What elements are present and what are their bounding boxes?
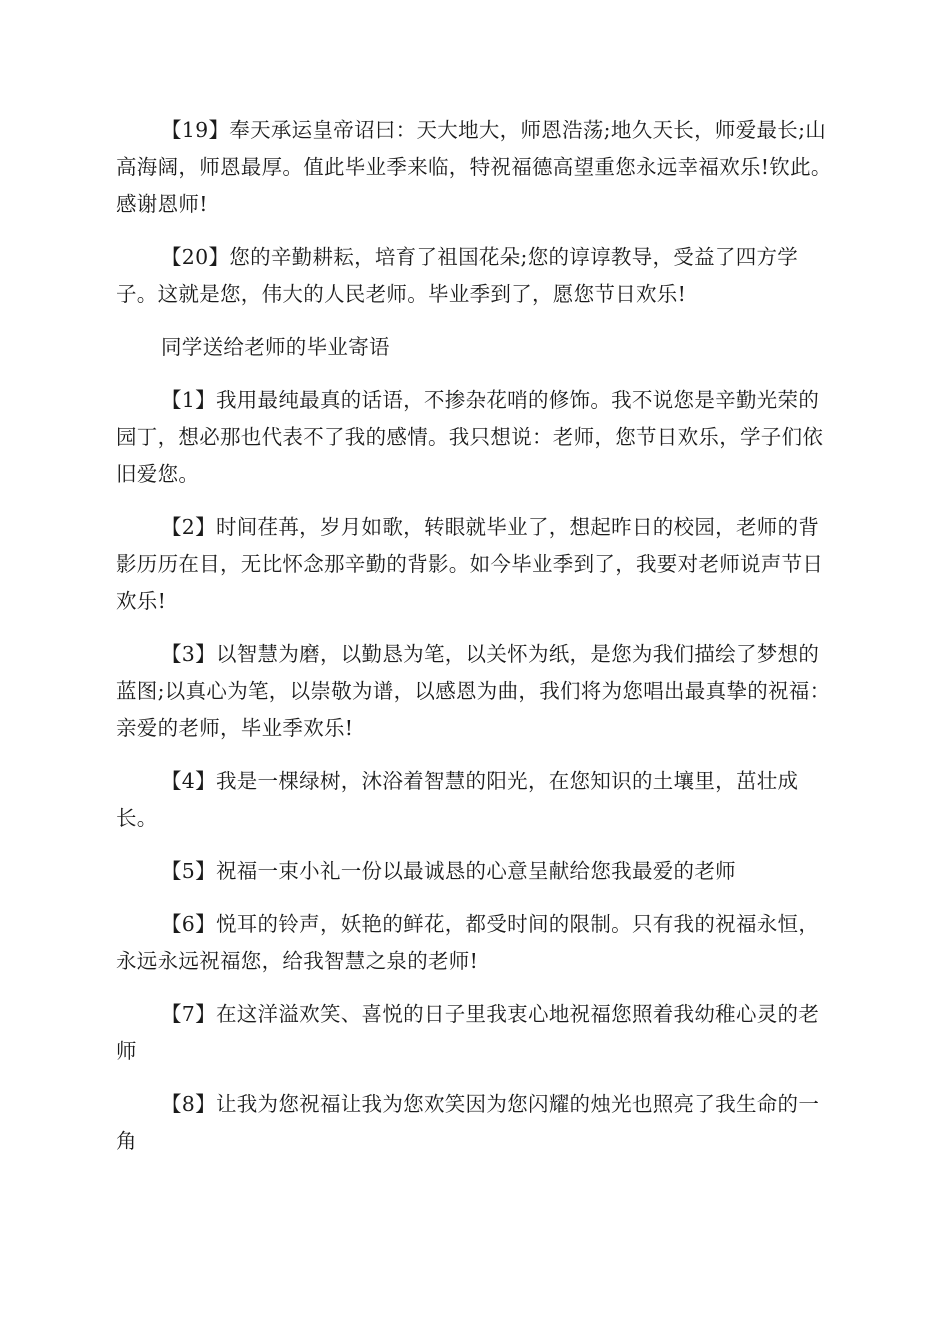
paragraph-20: 【20】您的辛勤耕耘，培育了祖国花朵;您的谆谆教导，受益了四方学子。这就是您，伟大的人民老师。毕业季到了，愿您节日欢乐! <box>116 245 799 306</box>
paragraph-19: 【19】奉天承运皇帝诏曰：天大地大，师恩浩荡;地久天长，师爱最长;山高海阔，师恩最厚。值此毕业季来临，特祝福德高望重您永远幸福欢乐!钦此。感谢恩师! <box>116 118 832 216</box>
paragraph-7: 【7】在这洋溢欢笑、喜悦的日子里我衷心地祝福您照着我幼稚心灵的老师 <box>116 1002 820 1063</box>
document-body <box>116 112 832 1176</box>
paragraph-1: 【1】我用最纯最真的话语，不掺杂花哨的修饰。我不说您是辛勤光荣的园丁，想必那也代表不了我的感情。我只想说：老师，您节日欢乐，学子们依旧爱您。 <box>116 388 824 486</box>
paragraph-3: 【3】以智慧为磨，以勤恳为笔，以关怀为纸，是您为我们描绘了梦想的蓝图;以真心为笔，以崇敬为谱，以感恩为曲，我们将为您唱出最真挚的祝福：亲爱的老师，毕业季欢乐! <box>116 642 831 740</box>
paragraph-6: 【6】悦耳的铃声，妖艳的鲜花，都受时间的限制。只有我的祝福永恒，永远永远祝福您，给我智慧之泉的老师! <box>116 912 820 973</box>
section-heading: 同学送给老师的毕业寄语 <box>161 335 390 359</box>
paragraph-5: 【5】祝福一束小礼一份以最诚恳的心意呈献给您我最爱的老师 <box>161 859 736 883</box>
paragraph-8: 【8】让我为您祝福让我为您欢笑因为您闪耀的烛光也照亮了我生命的一角 <box>116 1092 820 1153</box>
paragraph-2: 【2】时间荏苒，岁月如歌，转眼就毕业了，想起昨日的校园，老师的背影历历在目，无比怀念那辛勤的背影。如今毕业季到了，我要对老师说声节日欢乐! <box>116 515 824 613</box>
paragraph-4: 【4】我是一棵绿树，沐浴着智慧的阳光，在您知识的土壤里，茁壮成长。 <box>116 769 799 830</box>
